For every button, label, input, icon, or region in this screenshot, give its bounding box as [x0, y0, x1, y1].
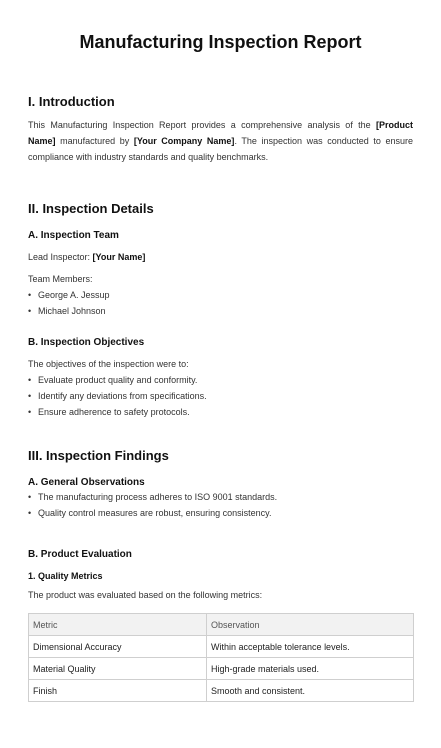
intro-heading: I. Introduction — [28, 94, 115, 109]
page-title: Manufacturing Inspection Report — [79, 32, 362, 52]
table-row — [29, 658, 414, 680]
observation-cell: Within acceptable tolerance levels. — [207, 636, 414, 658]
intro-text-b: manufactured by — [55, 136, 134, 146]
list-item: • Evaluate product quality and conformity. — [28, 372, 413, 388]
list-item: • Identify any deviations from specifications. — [28, 388, 413, 404]
general-observations-heading: A. General Observations — [28, 477, 145, 488]
metric-cell: Dimensional Accuracy — [29, 636, 207, 658]
product-name-placeholder: [Product Name] — [28, 120, 413, 146]
objectives-list — [28, 372, 413, 420]
table-row — [29, 636, 414, 658]
column-header-metric: Metric — [29, 614, 207, 636]
metric-cell: Finish — [29, 680, 207, 702]
list-item: • George A. Jessup — [28, 287, 413, 303]
team-members-label: Team Members: — [28, 274, 93, 284]
objectives-intro: The objectives of the inspection were to: — [28, 359, 189, 369]
lead-inspector-value: [Your Name] — [92, 252, 146, 262]
intro-paragraph — [28, 117, 413, 165]
product-evaluation-heading: B. Product Evaluation — [28, 549, 132, 560]
quality-metrics-table — [28, 613, 414, 702]
team-heading: A. Inspection Team — [28, 230, 119, 241]
team-members-list — [28, 287, 413, 319]
metric-cell: Material Quality — [29, 658, 207, 680]
quality-metrics-intro: The product was evaluated based on the following metrics: — [28, 590, 263, 600]
intro-text-c: . The inspection was conducted to ensure compliance with industry standards and quality benchmarks. — [28, 136, 413, 162]
observation-cell: High-grade materials used. — [207, 658, 414, 680]
lead-inspector-label: Lead Inspector: — [28, 252, 93, 262]
intro-text-a: This Manufacturing Inspection Report provides a comprehensive analysis of the — [28, 120, 376, 130]
list-item: • Quality control measures are robust, ensuring consistency. — [28, 505, 413, 521]
findings-heading: III. Inspection Findings — [28, 448, 169, 463]
objectives-heading: B. Inspection Objectives — [28, 337, 145, 348]
list-item: • Michael Johnson — [28, 303, 413, 319]
company-name-placeholder: [Your Company Name] — [133, 136, 235, 146]
column-header-observation: Observation — [207, 614, 414, 636]
details-heading: II. Inspection Details — [28, 201, 154, 216]
list-item: • Ensure adherence to safety protocols. — [28, 404, 413, 420]
table-header-row — [29, 614, 414, 636]
general-observations-list — [28, 489, 413, 521]
table-row — [29, 680, 414, 702]
lead-inspector — [28, 249, 413, 265]
observation-cell: Smooth and consistent. — [207, 680, 414, 702]
list-item: • The manufacturing process adheres to ISO 9001 standards. — [28, 489, 413, 505]
quality-metrics-heading: 1. Quality Metrics — [28, 571, 103, 581]
